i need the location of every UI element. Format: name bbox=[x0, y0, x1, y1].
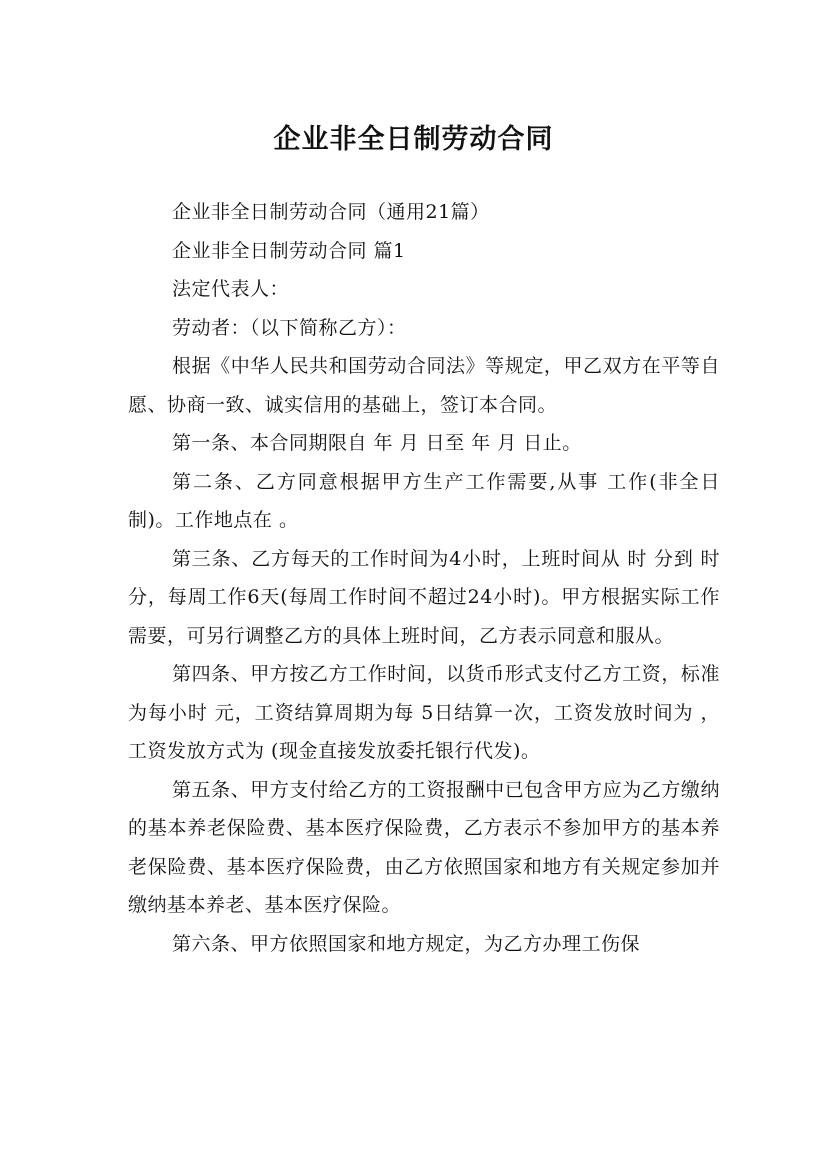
paragraph-article-3: 第三条、乙方每天的工作时间为4小时，上班时间从 时 分到 时 分，每周工作6天(每周工作时间不超过24小时)。甲方根据实际工作需要，可另行调整乙方的具体上班时间，乙方表示同意和服从。 bbox=[128, 547, 720, 647]
paragraph-section-heading: 企业非全日制劳动合同 篇1 bbox=[172, 239, 406, 262]
paragraph-article-6: 第六条、甲方依照国家和地方规定，为乙方办理工伤保 bbox=[172, 932, 641, 955]
paragraph-subtitle: 企业非全日制劳动合同（通用21篇） bbox=[172, 201, 490, 223]
paragraph-article-2: 第二条、乙方同意根据甲方生产工作需要,从事 工作(非全日制)。工作地点在 。 bbox=[128, 470, 720, 531]
document-body bbox=[128, 193, 720, 963]
document-title: 企业非全日制劳动合同 bbox=[273, 124, 554, 156]
paragraph-article-1: 第一条、本合同期限自 年 月 日至 年 月 日止。 bbox=[172, 432, 582, 454]
paragraph-legal-representative: 法定代表人： bbox=[172, 278, 290, 300]
paragraph-preamble: 根据《中华人民共和国劳动合同法》等规定，甲乙双方在平等自愿、协商一致、诚实信用的基础上，签订本合同。 bbox=[128, 355, 720, 416]
paragraph-worker: 劳动者：（以下简称乙方）： bbox=[172, 316, 407, 339]
paragraph-article-5: 第五条、甲方支付给乙方的工资报酬中已包含甲方应为乙方缴纳的基本养老保险费、基本医疗保险费，乙方表示不参加甲方的基本养老保险费、基本医疗保险费，由乙方依照国家和地方有关规定参加并缴纳基本养老、基本医疗保险。 bbox=[128, 778, 720, 916]
paragraph-article-4: 第四条、甲方按乙方工作时间，以货币形式支付乙方工资，标准为每小时 元，工资结算周期为每 5日结算一次，工资发放时间为 ，工资发放方式为 (现金直接发放委托银行代发)。 bbox=[128, 663, 720, 762]
